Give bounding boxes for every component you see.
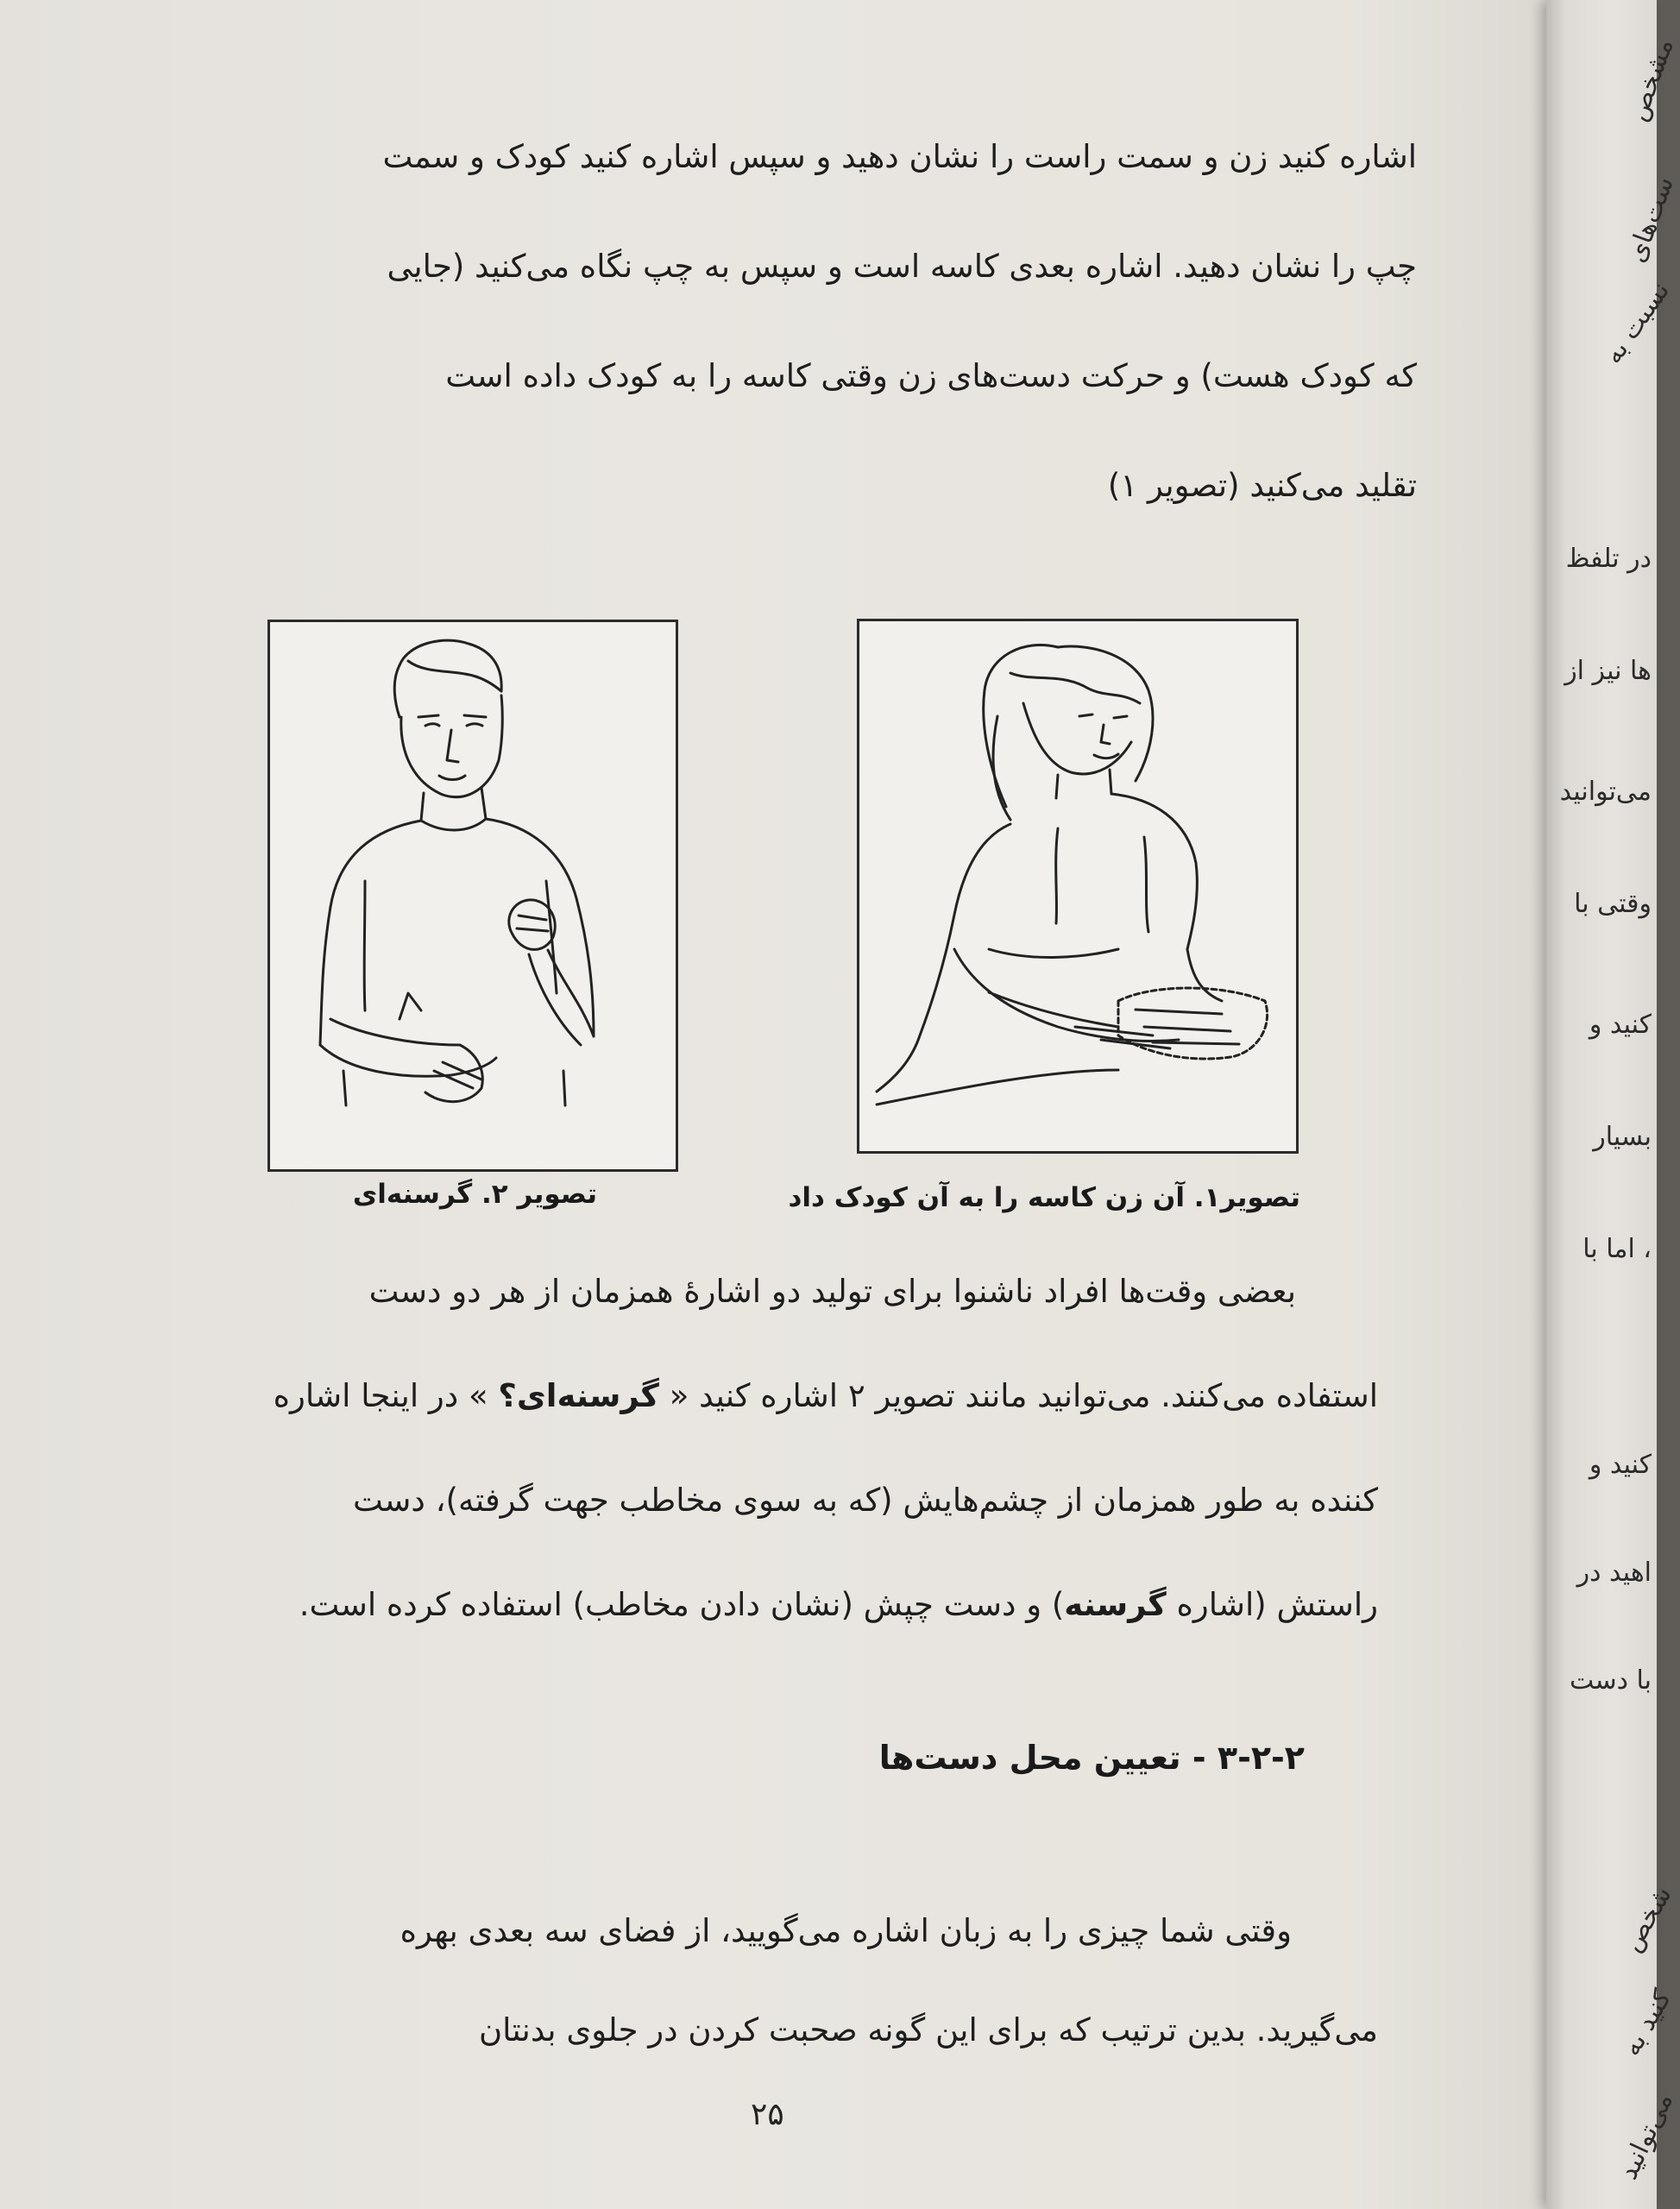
adjacent-page-fragment: ها نیز از <box>1564 656 1652 686</box>
woman-signing-illustration <box>859 621 1296 1151</box>
paragraph-1-line: اشاره کنید زن و سمت راست را نشان دهید و سپس اشاره کنید کودک و سمت <box>382 138 1417 175</box>
paragraph-2-text: استفاده می‌کنند. می‌توانید مانند تصویر ۲ اشاره کنید « <box>669 1377 1378 1414</box>
adjacent-page-fragment: وقتی با <box>1574 889 1652 919</box>
bold-term-hungry-question: گرسنه‌ای؟ <box>498 1377 659 1414</box>
page-number: ۲۵ <box>751 2097 784 2132</box>
paragraph-1-line: چپ را نشان دهید. اشاره بعدی کاسه است و سپس به چپ نگاه می‌کنید (جایی <box>387 248 1417 285</box>
paragraph-2-text: بعضی وقت‌ها افراد ناشنوا برای تولید دو اشارهٔ همزمان از هر دو دست <box>368 1273 1296 1310</box>
adjacent-page-fragment: می‌توانید <box>1613 2088 1679 2185</box>
paragraph-3 <box>153 1881 1378 2080</box>
paragraph-1 <box>131 102 1417 540</box>
paragraph-2-line-3 <box>135 1448 1378 1552</box>
boy-signing-illustration <box>270 622 676 1169</box>
adjacent-page-fragment: ، اما با <box>1582 1234 1652 1264</box>
adjacent-page-fragment: با دست <box>1570 1665 1652 1696</box>
paragraph-3-line <box>153 1881 1378 1980</box>
paragraph-2-text: » در اینجا اشاره <box>273 1377 488 1414</box>
paragraph-2-line-1 <box>135 1239 1378 1344</box>
paragraph-2-line-2 <box>135 1344 1378 1448</box>
adjacent-page-fragment: ست‌های <box>1620 173 1680 267</box>
paragraph-1-line: تقلید می‌کنید (تصویر ۱) <box>1107 467 1417 504</box>
paragraph-2-text: کننده به طور همزمان از چشم‌هایش (که به سوی مخاطب جهت گرفته)، دست <box>353 1482 1378 1519</box>
figure-2-caption: تصویر ۲. گرسنه‌ای <box>352 1179 597 1210</box>
paragraph-3-line <box>153 1980 1378 2080</box>
bold-term-hungry: گرسنه <box>1064 1586 1167 1623</box>
adjacent-page-fragment: می‌توانید <box>1559 777 1652 807</box>
figure-2-illustration <box>267 620 678 1172</box>
adjacent-page-fragment: مشخص <box>1622 35 1680 125</box>
adjacent-page-fragment: کنید و <box>1589 1450 1652 1480</box>
figure-1-caption: تصویر۱. آن زن کاسه را به آن کودک داد <box>788 1182 1300 1213</box>
paragraph-2-text: ) و دست چپش (نشان دادن مخاطب) استفاده کرده است. <box>299 1586 1065 1623</box>
paragraph-2-text: راستش (اشاره <box>1176 1586 1378 1623</box>
figure-1-illustration <box>857 619 1299 1154</box>
adjacent-page-fragment: اهید در <box>1576 1558 1652 1588</box>
adjacent-page-fragment: کنید و <box>1589 1010 1652 1040</box>
adjacent-page-fragment: بسیار <box>1593 1122 1652 1152</box>
paragraph-2-line-4 <box>135 1552 1378 1657</box>
section-heading: ۳-۲-۲ - تعیین محل دست‌ها <box>878 1739 1305 1777</box>
adjacent-page-fragment: در تلفظ <box>1565 544 1652 574</box>
adjacent-page-fragment: کنید به <box>1615 1985 1678 2061</box>
paragraph-2 <box>135 1239 1378 1657</box>
paragraph-3-text: می‌گیرید. بدین ترتیب که برای این گونه صحبت کردن در جلوی بدنتان <box>478 2011 1378 2049</box>
adjacent-page-fragment: نسبت به <box>1598 276 1677 370</box>
adjacent-page-edge <box>1546 0 1680 2209</box>
paragraph-3-text: وقتی شما چیزی را به زبان اشاره می‌گویید، از فضای سه بعدی بهره <box>400 1912 1292 1949</box>
adjacent-page-fragment: شخص <box>1616 1881 1678 1957</box>
paragraph-1-line: که کودک هست) و حرکت دست‌های زن وقتی کاسه را به کودک داده است <box>445 357 1417 394</box>
